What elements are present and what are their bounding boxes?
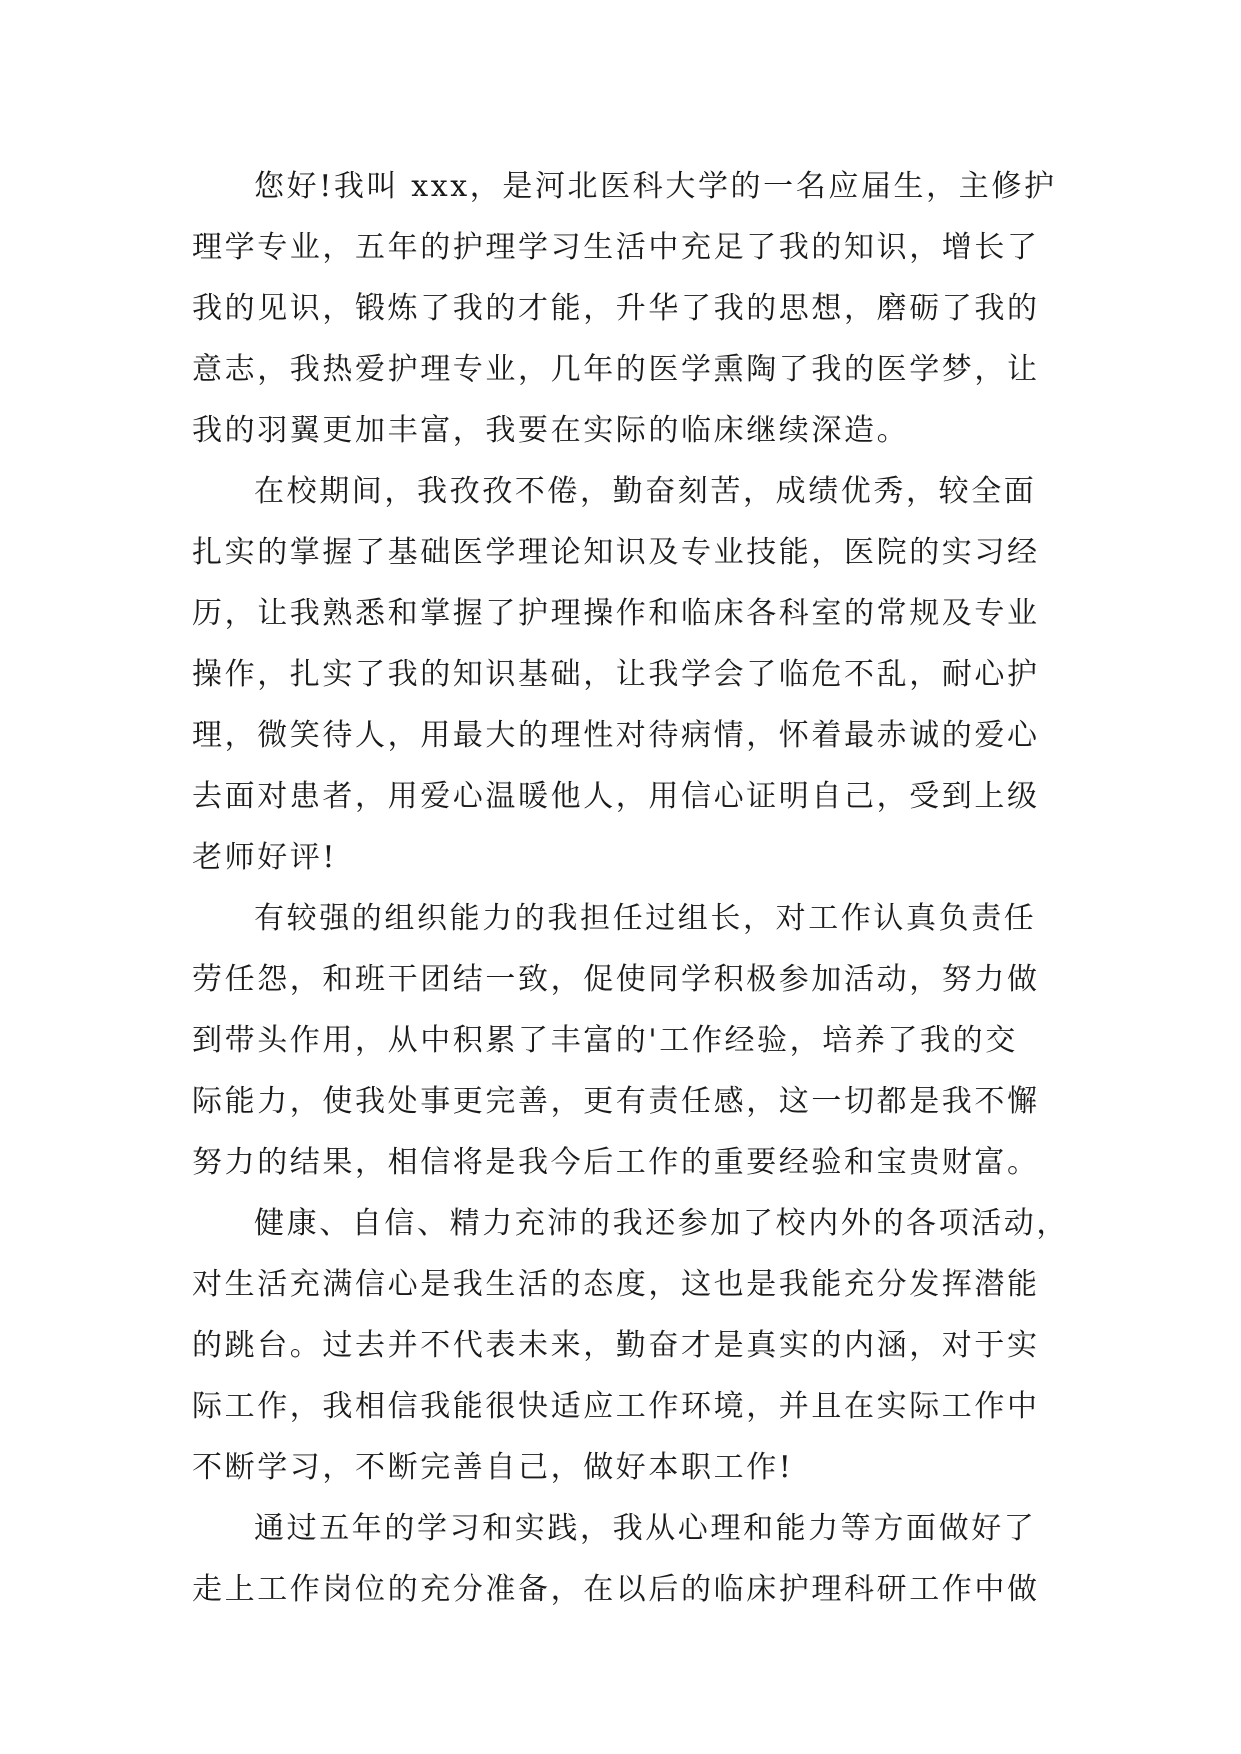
text-line: 老师好评! xyxy=(192,840,338,875)
text-line: 际能力，使我处事更完善，更有责任感，这一切都是我不懈 xyxy=(192,1084,1040,1119)
text-line: 意志，我热爱护理专业，几年的医学熏陶了我的医学梦，让 xyxy=(192,352,1040,387)
text-line: 到带头作用，从中积累了丰富的'工作经验，培养了我的交 xyxy=(192,1023,1018,1058)
text-line: 际工作，我相信我能很快适应工作环境，并且在实际工作中 xyxy=(192,1389,1040,1424)
text-line: 操作，扎实了我的知识基础，让我学会了临危不乱，耐心护 xyxy=(192,657,1040,692)
letter-body xyxy=(192,156,1092,1620)
text-line: 历，让我熟悉和掌握了护理操作和临床各科室的常规及专业 xyxy=(192,596,1040,631)
text-line: 我的见识，锻炼了我的才能，升华了我的思想，磨砺了我的 xyxy=(192,291,1040,326)
text-line: 不断学习，不断完善自己，做好本职工作! xyxy=(192,1450,794,1485)
text-line: 走上工作岗位的充分准备，在以后的临床护理科研工作中做 xyxy=(192,1572,1040,1607)
text-line: 健康、自信、精力充沛的我还参加了校内外的各项活动， xyxy=(254,1206,1069,1241)
text-line: 努力的结果，相信将是我今后工作的重要经验和宝贵财富。 xyxy=(192,1145,1040,1180)
text-line: 通过五年的学习和实践，我从心理和能力等方面做好了 xyxy=(254,1511,1037,1546)
text-line: 在校期间，我孜孜不倦，勤奋刻苦，成绩优秀，较全面 xyxy=(254,474,1037,509)
text-line: 去面对患者，用爱心温暖他人，用信心证明自己，受到上级 xyxy=(192,779,1040,814)
text-line: 理，微笑待人，用最大的理性对待病情，怀着最赤诚的爱心 xyxy=(192,718,1040,753)
text-line: 对生活充满信心是我生活的态度，这也是我能充分发挥潜能 xyxy=(192,1267,1040,1302)
text-line: 的跳台。过去并不代表未来，勤奋才是真实的内涵，对于实 xyxy=(192,1328,1040,1363)
text-line: 扎实的掌握了基础医学理论知识及专业技能，医院的实习经 xyxy=(192,535,1040,570)
text-line: 我的羽翼更加丰富，我要在实际的临床继续深造。 xyxy=(192,413,910,448)
text-line: 理学专业，五年的护理学习生活中充足了我的知识，增长了 xyxy=(192,230,1040,265)
text-line: 有较强的组织能力的我担任过组长，对工作认真负责任 xyxy=(254,901,1037,936)
text-line: 您好!我叫 xxx，是河北医科大学的一名应届生，主修护 xyxy=(254,169,1057,204)
text-line: 劳任怨，和班干团结一致，促使同学积极参加活动，努力做 xyxy=(192,962,1040,997)
